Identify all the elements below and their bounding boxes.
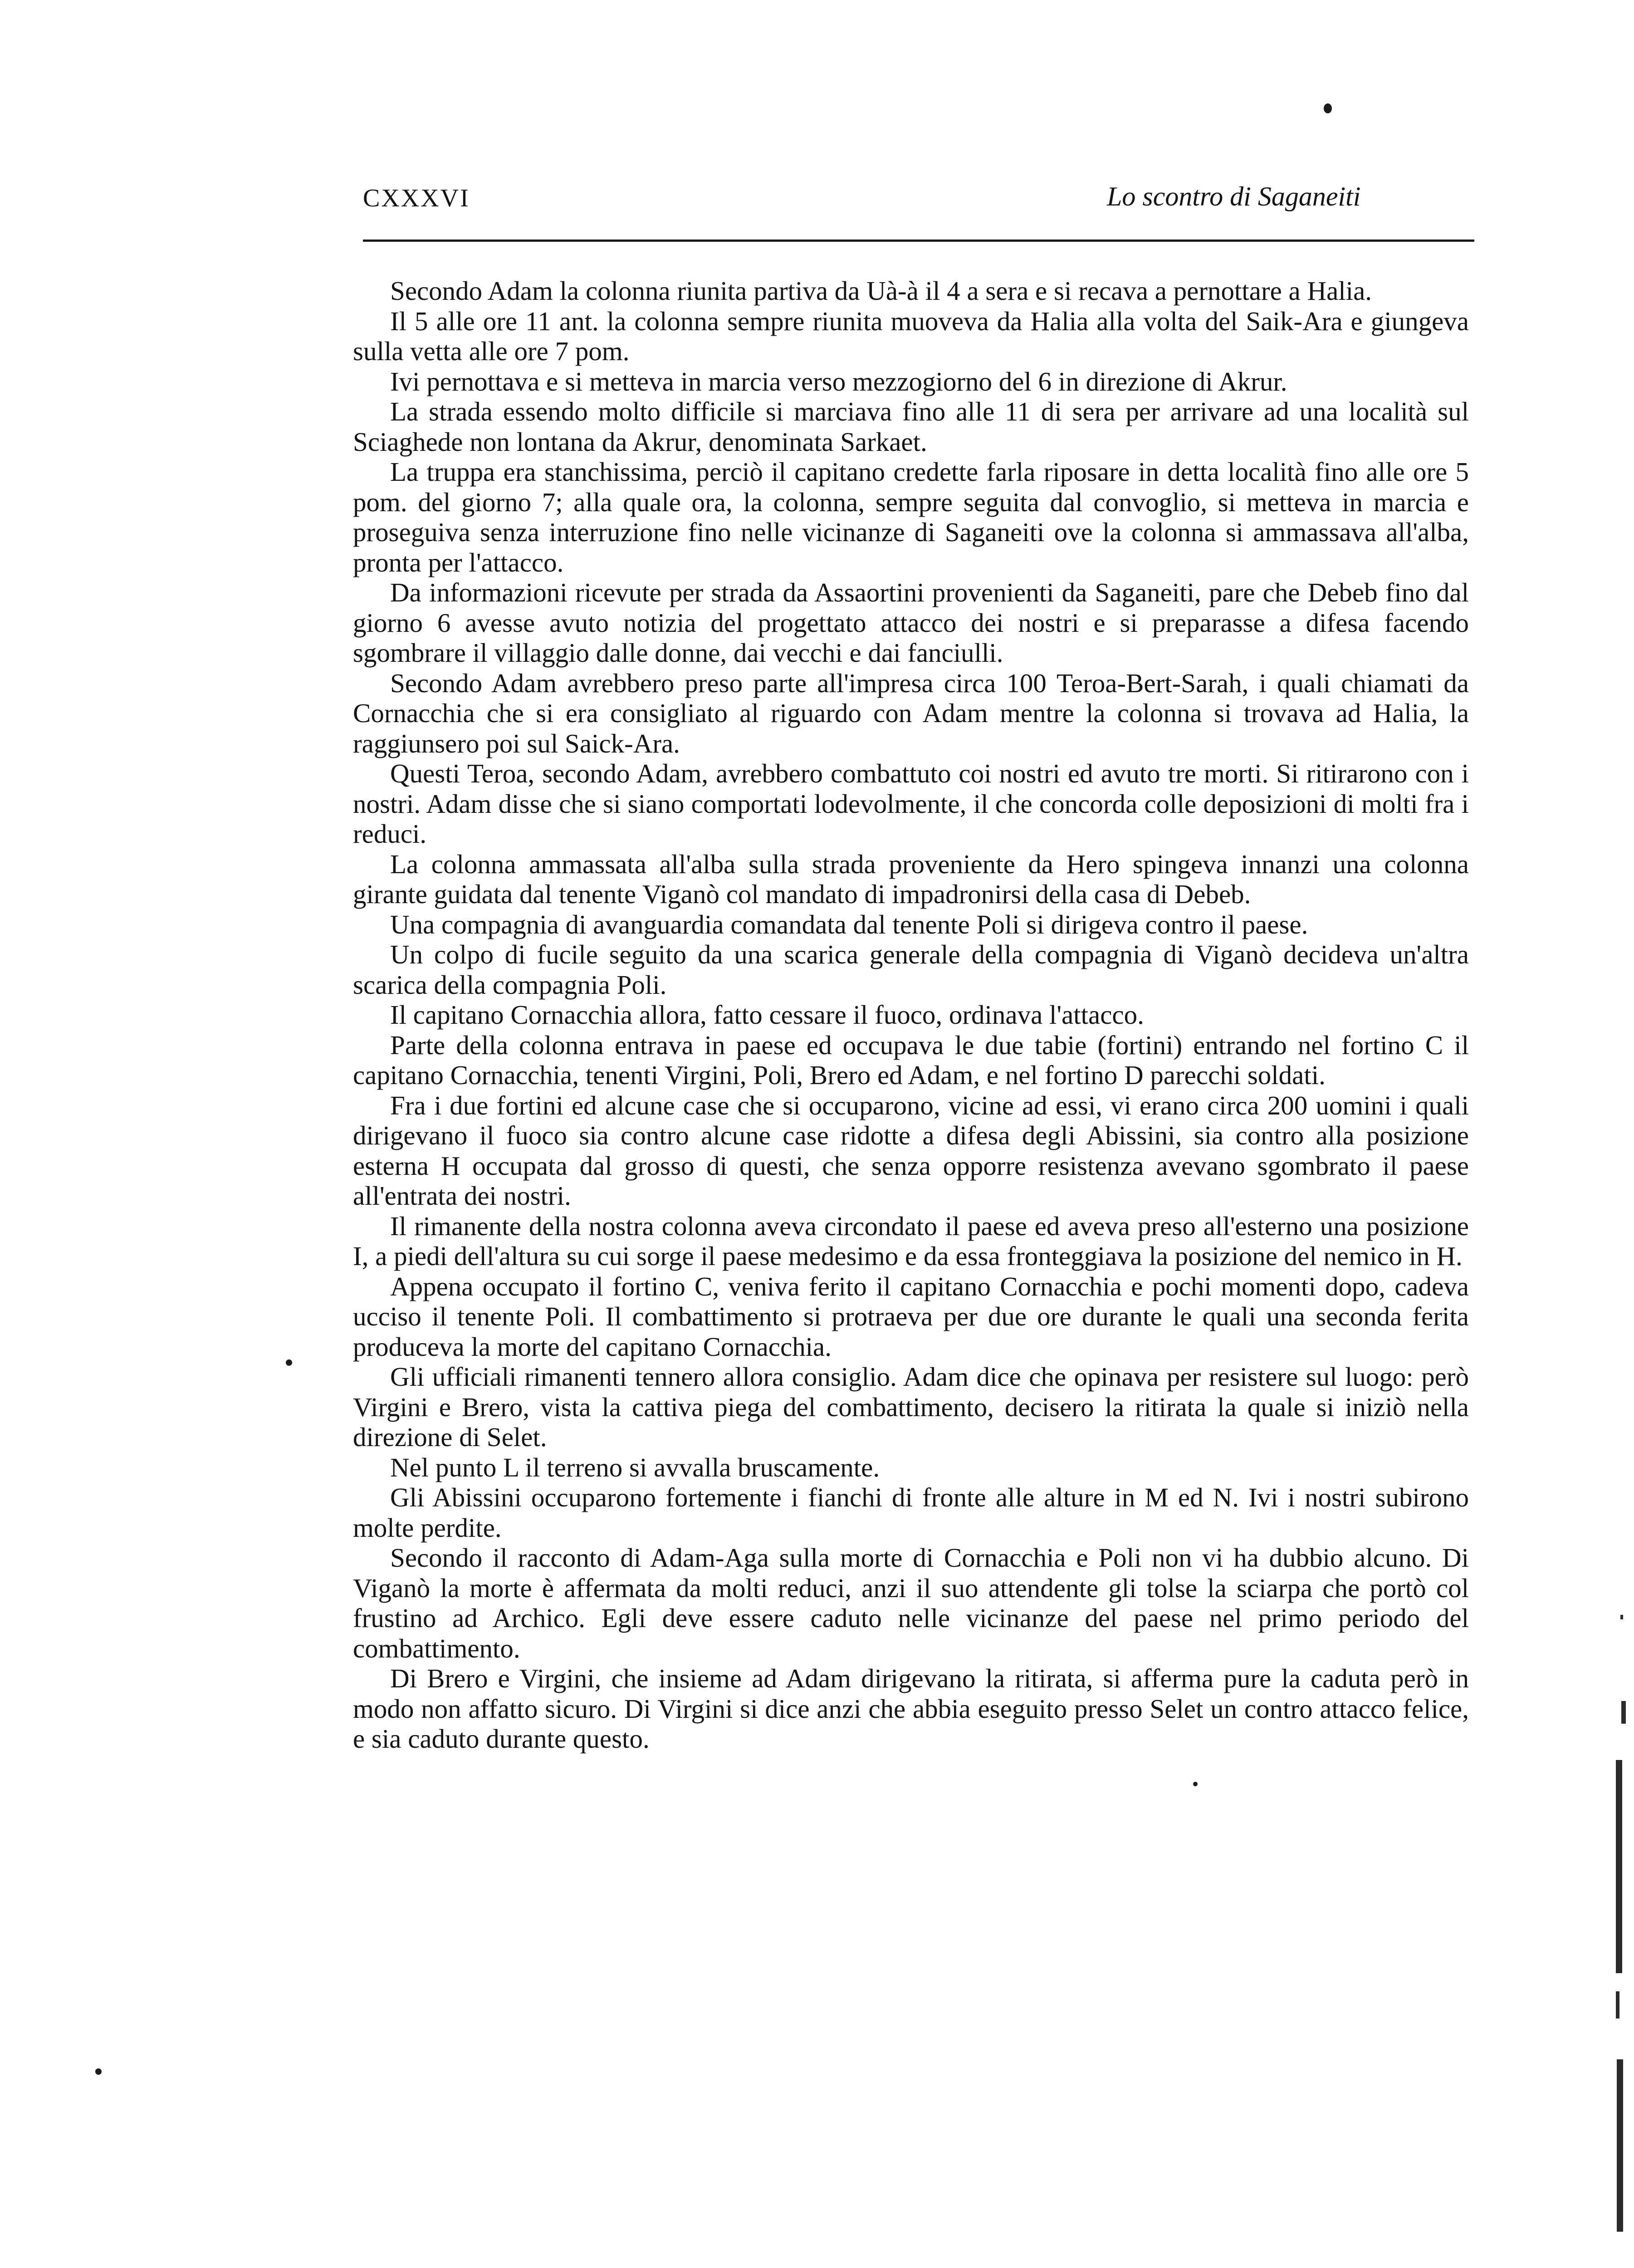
- body-text: [353, 276, 1469, 1754]
- binding-edge-mark: [1617, 2059, 1623, 2232]
- paragraph: La truppa era stanchissima, perciò il capitano credette farla riposare in detta località fino alle ore 5 pom. del giorno 7; alla quale ora, la colonna, sempre seguita dal convoglio, si metteva in marcia e proseguiva senza interruzione fino nelle vicinanze di Saganeiti ove la colonna si ammassava all'alba, pronta per l'attacco.: [353, 457, 1469, 577]
- paragraph: Questi Teroa, secondo Adam, avrebbero combattuto coi nostri ed avuto tre morti. Si ritirarono con i nostri. Adam disse che si siano comportati lodevolmente, il che concorda colle deposizioni di molti fra i reduci.: [353, 758, 1469, 849]
- paragraph: Ivi pernottava e si metteva in marcia verso mezzogiorno del 6 in direzione di Akrur.: [390, 366, 1287, 396]
- paragraph: Secondo Adam la colonna riunita partiva da Uà-à il 4 a sera e si recava a pernottare a Halia.: [390, 276, 1372, 306]
- paragraph: Parte della colonna entrava in paese ed occupava le due tabie (fortini) entrando nel fortino C il capitano Cornacchia, tenenti Virgini, Poli, Brero ed Adam, e nel fortino D parecchi soldati.: [353, 1030, 1469, 1090]
- paragraph: Appena occupato il fortino C, veniva ferito il capitano Cornacchia e pochi momenti dopo, cadeva ucciso il tenente Poli. Il combattimento si protraeva per due ore durante le quali una seconda ferita produceva la morte del capitano Cornacchia.: [353, 1271, 1469, 1362]
- binding-edge-mark: [1620, 1615, 1623, 1619]
- scan-speck: [1193, 1782, 1198, 1786]
- paragraph: Di Brero e Virgini, che insieme ad Adam dirigevano la ritirata, si afferma pure la caduta però in modo non affatto sicuro. Di Virgini si dice anzi che abbia eseguito presso Selet un contro attacco felice, e sia caduto durante questo.: [353, 1663, 1469, 1754]
- scan-speck: [1324, 103, 1332, 113]
- paragraph: Da informazioni ricevute per strada da Assaortini provenienti da Saganeiti, pare che Debeb fino dal giorno 6 avesse avuto notizia del progettato attacco dei nostri e si preparasse a difesa facendo sgombrare il villaggio dalle donne, dai vecchi e dai fanciulli.: [353, 577, 1469, 668]
- paragraph: Un colpo di fucile seguito da una scarica generale della compagnia di Viganò decideva un'altra scarica della compagnia Poli.: [353, 939, 1469, 1000]
- paragraph: Secondo Adam avrebbero preso parte all'impresa circa 100 Teroa-Bert-Sarah, i quali chiamati da Cornacchia che si era consigliato al riguardo con Adam mentre la colonna si trovava ad Halia, la raggiunsero poi sul Saick-Ara.: [353, 668, 1469, 758]
- page-header: [363, 181, 1474, 225]
- paragraph: Nel punto L il terreno si avvalla bruscamente.: [390, 1452, 880, 1482]
- paragraph: Il capitano Cornacchia allora, fatto cessare il fuoco, ordinava l'attacco.: [390, 1000, 1144, 1030]
- paragraph: Una compagnia di avanguardia comandata dal tenente Poli si dirigeva contro il paese.: [390, 909, 1308, 939]
- scan-speck: [286, 1359, 292, 1366]
- header-rule: [363, 240, 1474, 242]
- binding-edge-mark: [1616, 1760, 1622, 1973]
- paragraph: Il 5 alle ore 11 ant. la colonna sempre riunita muoveva da Halia alla volta del Saik-Ara e giungeva sulla vetta alle ore 7 pom.: [353, 306, 1469, 366]
- paragraph: Il rimanente della nostra colonna aveva circondato il paese ed aveva preso all'esterno una posizione I, a piedi dell'altura su cui sorge il paese medesimo e da essa fronteggiava la posizione del nemico in H.: [353, 1211, 1469, 1271]
- running-title: Lo scontro di Saganeiti: [1107, 181, 1361, 211]
- paragraph: Gli ufficiali rimanenti tennero allora consiglio. Adam dice che opinava per resistere sul luogo: però Virgini e Brero, vista la cattiva piega del combattimento, decisero la ritirata la quale si iniziò nella direzione di Selet.: [353, 1362, 1469, 1452]
- paragraph: La strada essendo molto difficile si marciava fino alle 11 di sera per arrivare ad una località sul Sciaghede non lontana da Akrur, denominata Sarkaet.: [353, 396, 1469, 457]
- page-number: CXXXVI: [363, 184, 470, 212]
- paragraph: Secondo il racconto di Adam-Aga sulla morte di Cornacchia e Poli non vi ha dubbio alcuno. Di Viganò la morte è affermata da molti reduci, anzi il suo attendente gli tolse la sciarpa che portò col frustino ad Archico. Egli deve essere caduto nelle vicinanze del paese nel primo periodo del combattimento.: [353, 1543, 1469, 1663]
- scan-speck: [95, 2068, 102, 2075]
- paragraph: Fra i due fortini ed alcune case che si occuparono, vicine ad essi, vi erano circa 200 uomini i quali dirigevano il fuoco sia contro alcune case ridotte a difesa degli Abissini, sia contro alla posizione esterna H occupata dal grosso di questi, che senza opporre resistenza avevano sgombrato il paese all'entrata dei nostri.: [353, 1090, 1469, 1211]
- paragraph: La colonna ammassata all'alba sulla strada proveniente da Hero spingeva innanzi una colonna girante guidata dal tenente Viganò col mandato di impadronirsi della casa di Debeb.: [353, 849, 1469, 909]
- binding-edge-mark: [1616, 1991, 1619, 2019]
- binding-edge-mark: [1621, 1701, 1626, 1724]
- paragraph: Gli Abissini occuparono fortemente i fianchi di fronte alle alture in M ed N. Ivi i nostri subirono molte perdite.: [353, 1482, 1469, 1543]
